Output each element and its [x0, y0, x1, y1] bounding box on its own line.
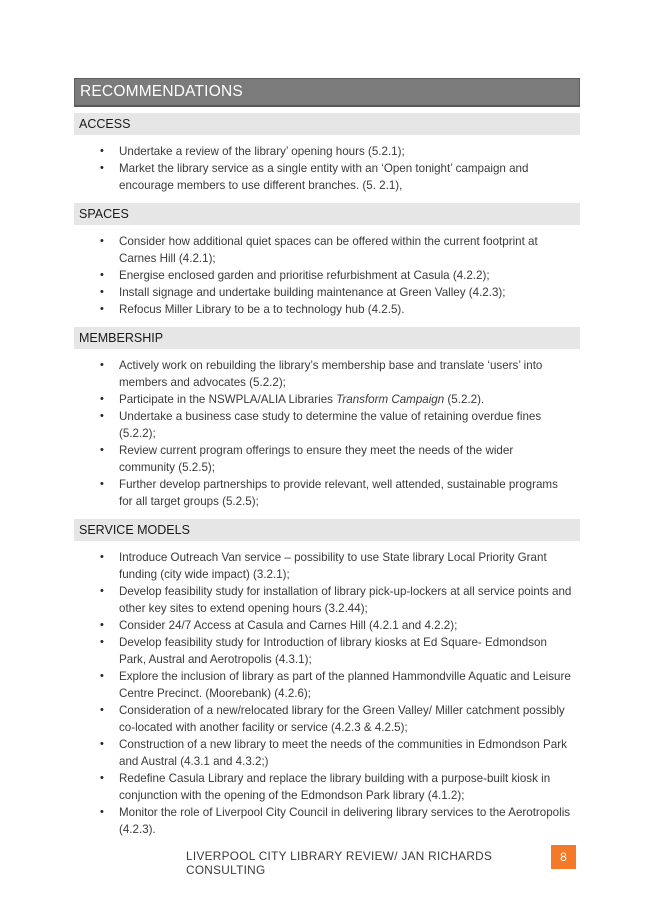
- list-item: • Install signage and undertake building maintenance at Green Valley (4.2.3);: [74, 284, 580, 301]
- list-item-text: Participate in the NSWPLA/ALIA Libraries: [119, 393, 337, 406]
- spaces-list: [74, 233, 580, 318]
- list-item: • Energise enclosed garden and prioritise refurbishment at Casula (4.2.2);: [74, 267, 580, 284]
- list-item: • Review current program offerings to ensure they meet the needs of the wider community (5.2.5);: [74, 442, 580, 476]
- list-item: • Actively work on rebuilding the library’s membership base and translate ‘users’ into members and advocates (5.2.2);: [74, 357, 580, 391]
- list-item: • Undertake a review of the library’ opening hours (5.2.1);: [74, 143, 580, 160]
- list-item: • Consider how additional quiet spaces can be offered within the current footprint at Carnes Hill (4.2.1);: [74, 233, 580, 267]
- section-heading-membership: MEMBERSHIP: [74, 327, 580, 349]
- list-item: • Develop feasibility study for installation of library pick-up-lockers at all service points and other key sites to extend opening hours (3.2.44);: [74, 583, 580, 617]
- campaign-name: Transform Campaign: [336, 393, 445, 406]
- list-item: • Consider 24/7 Access at Casula and Carnes Hill (4.2.1 and 4.2.2);: [74, 617, 580, 634]
- list-item: • Consideration of a new/relocated library for the Green Valley/ Miller catchment possibly co-located with another facility or service (4.2.3 & 4.2.5);: [74, 702, 580, 736]
- list-item: • Introduce Outreach Van service – possibility to use State library Local Priority Grant funding (city wide impact) (3.2.1);: [74, 549, 580, 583]
- access-list: [74, 143, 580, 194]
- list-item: • Construction of a new library to meet the needs of the communities in Edmondson Park and Austral (4.3.1 and 4.3.2;): [74, 736, 580, 770]
- list-item: • Refocus Miller Library to be a to technology hub (4.2.5).: [74, 301, 580, 318]
- list-item: • Undertake a business case study to determine the value of retaining overdue fines (5.2.2);: [74, 408, 580, 442]
- section-heading-service-models: SERVICE MODELS: [74, 519, 580, 541]
- list-item: • Redefine Casula Library and replace the library building with a purpose-built kiosk in conjunction with the opening of the Edmondson Park library (4.1.2);: [74, 770, 580, 804]
- section-heading-access: ACCESS: [74, 113, 580, 135]
- list-item: • Further develop partnerships to provide relevant, well attended, sustainable programs for all target groups (5.2.5);: [74, 476, 580, 510]
- list-item: • Market the library service as a single entity with an ‘Open tonight’ campaign and encourage members to use different branches. (5. 2.1),: [74, 160, 580, 194]
- membership-list: [74, 357, 580, 510]
- list-item: • Monitor the role of Liverpool City Council in delivering library services to the Aerotropolis (4.2.3).: [74, 804, 580, 838]
- list-item: • Develop feasibility study for Introduction of library kiosks at Ed Square- Edmondson Park, Austral and Aerotropolis (4.3.1);: [74, 634, 580, 668]
- page-number-badge: 8: [551, 845, 576, 869]
- list-item: • Explore the inclusion of library as part of the planned Hammondville Aquatic and Leisure Centre Precinct. (Moorebank) (4.2.6);: [74, 668, 580, 702]
- page-footer: [186, 845, 576, 877]
- page-title: RECOMMENDATIONS: [74, 78, 580, 107]
- document-page: [74, 78, 580, 838]
- footer-text: LIVERPOOL CITY LIBRARY REVIEW/ JAN RICHARDS CONSULTING: [186, 849, 493, 877]
- list-item-text: (5.2.2).: [444, 393, 485, 406]
- section-heading-spaces: SPACES: [74, 203, 580, 225]
- list-item: [74, 391, 580, 408]
- service-models-list: [74, 549, 580, 838]
